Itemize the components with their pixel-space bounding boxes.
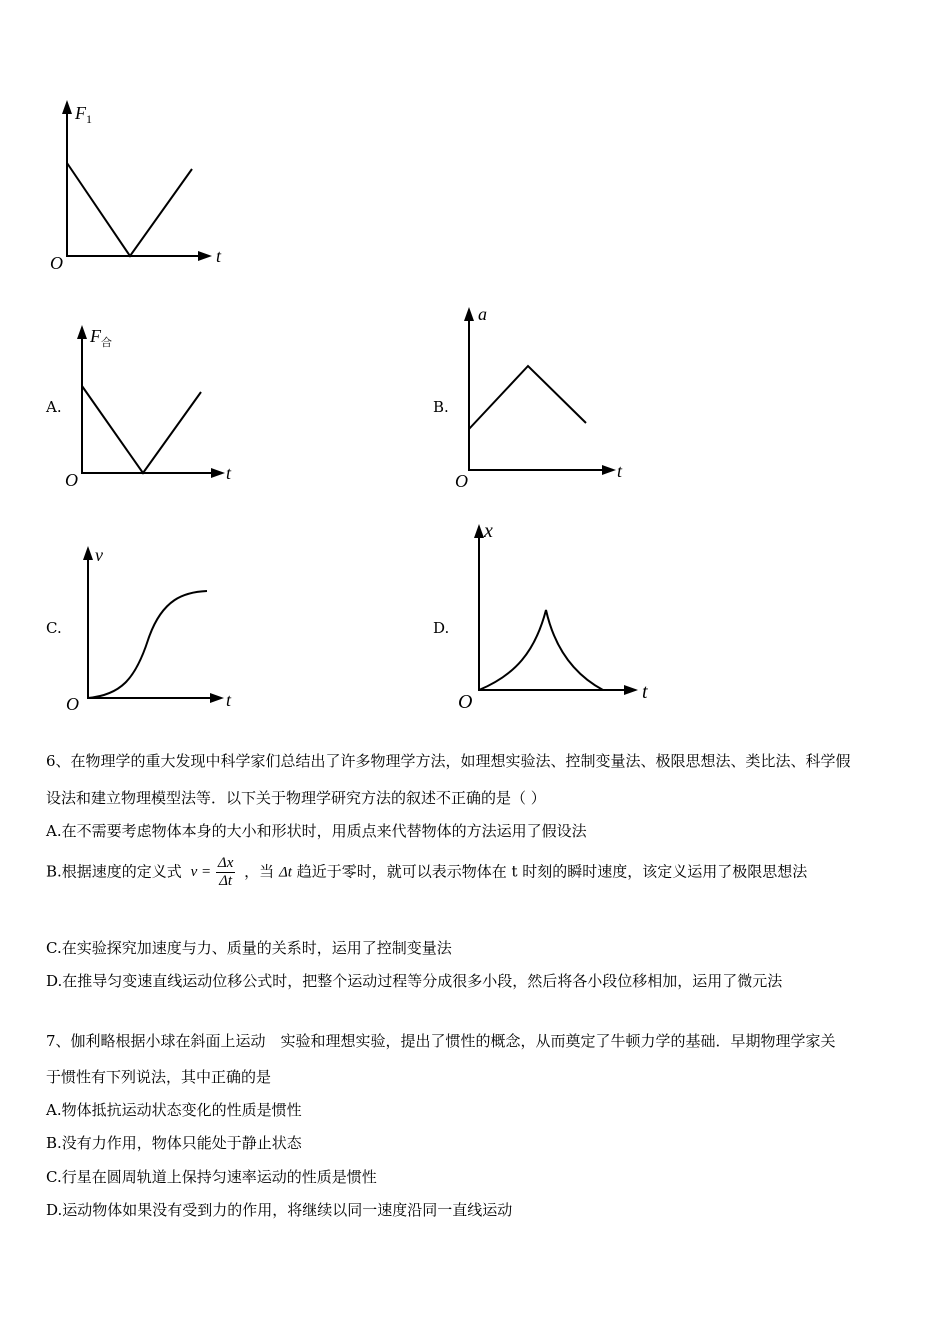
q6-option-d: D.在推导匀变速直线运动位移公式时，把整个运动过程等分成很多小段，然后将各小段位移相加，运用了微元法 xyxy=(46,972,783,990)
d-x-label: t xyxy=(642,681,648,703)
q7-stem-line2: 于惯性有下列说法，其中正确的是 xyxy=(46,1068,272,1086)
option-c-label: C. xyxy=(46,619,62,637)
q7-stem-line1: 7、伽利略根据小球在斜面上运动 实验和理想实验，提出了惯性的概念，从而奠定了牛顿力学的基础．早期物理学家关 xyxy=(46,1032,836,1050)
velocity-fraction xyxy=(216,855,235,890)
b-y-label: a xyxy=(478,304,487,324)
q6-stem-line1: 6、在物理学的重大发现中科学家们总结出了许多物理学方法，如理想实验法、控制变量法、极限思想法、类比法、科学假 xyxy=(46,752,851,770)
d-origin: O xyxy=(458,691,473,713)
q6-stem-line2: 设法和建立物理模型法等．以下关于物理学研究方法的叙述不正确的是（ ） xyxy=(46,789,546,807)
q7-option-c: C.行星在圆周轨道上保持匀速率运动的性质是惯性 xyxy=(46,1168,377,1186)
q7-option-d: D.运动物体如果没有受到力的作用，将继续以同一速度沿同一直线运动 xyxy=(46,1201,513,1219)
d-x-arrow xyxy=(624,685,638,695)
delta-t-symbol: Δt xyxy=(278,864,292,881)
graph-d xyxy=(0,0,680,720)
fraction-denominator: Δt xyxy=(219,873,233,889)
graph-d-svg xyxy=(0,0,680,720)
f1-origin: O xyxy=(50,253,63,273)
option-b-label: B. xyxy=(433,398,449,416)
q6-option-b xyxy=(46,855,807,890)
a-origin: O xyxy=(65,470,78,490)
f1-y-label: F xyxy=(75,103,86,123)
d-y-arrow xyxy=(474,524,484,538)
q6-option-c: C.在实验探究加速度与力、质量的关系时，运用了控制变量法 xyxy=(46,939,452,957)
fraction-numerator: Δx xyxy=(217,855,234,871)
q6-option-b-pre: B.根据速度的定义式 xyxy=(46,862,182,881)
velocity-formula-lhs: v = xyxy=(190,864,212,880)
q6-option-b-mid: ，当 xyxy=(244,862,275,881)
option-d-label: D. xyxy=(433,619,450,637)
c-x-label: t xyxy=(226,690,232,710)
a-x-label: t xyxy=(226,463,232,483)
option-a-label: A. xyxy=(46,398,62,416)
q7-option-b: B.没有力作用，物体只能处于静止状态 xyxy=(46,1134,302,1152)
q7-option-a: A.物体抵抗运动状态变化的性质是惯性 xyxy=(46,1101,302,1119)
c-y-label: v xyxy=(95,545,103,565)
a-y-sub: 合 xyxy=(101,337,112,349)
b-origin: O xyxy=(455,471,468,491)
c-origin: O xyxy=(66,694,79,714)
velocity-formula xyxy=(191,855,236,890)
q6-option-b-post: 趋近于零时，就可以表示物体在 t 时刻的瞬时速度，该定义运用了极限思想法 xyxy=(296,862,808,881)
d-curve xyxy=(479,610,603,690)
q6-option-a: A.在不需要考虑物体本身的大小和形状时，用质点来代替物体的方法运用了假设法 xyxy=(46,822,587,840)
d-y-label: x xyxy=(484,520,493,542)
f1-x-label: t xyxy=(216,246,222,266)
a-y-label: F xyxy=(90,326,101,346)
f1-y-sub: 1 xyxy=(86,112,92,126)
b-x-label: t xyxy=(617,461,623,481)
